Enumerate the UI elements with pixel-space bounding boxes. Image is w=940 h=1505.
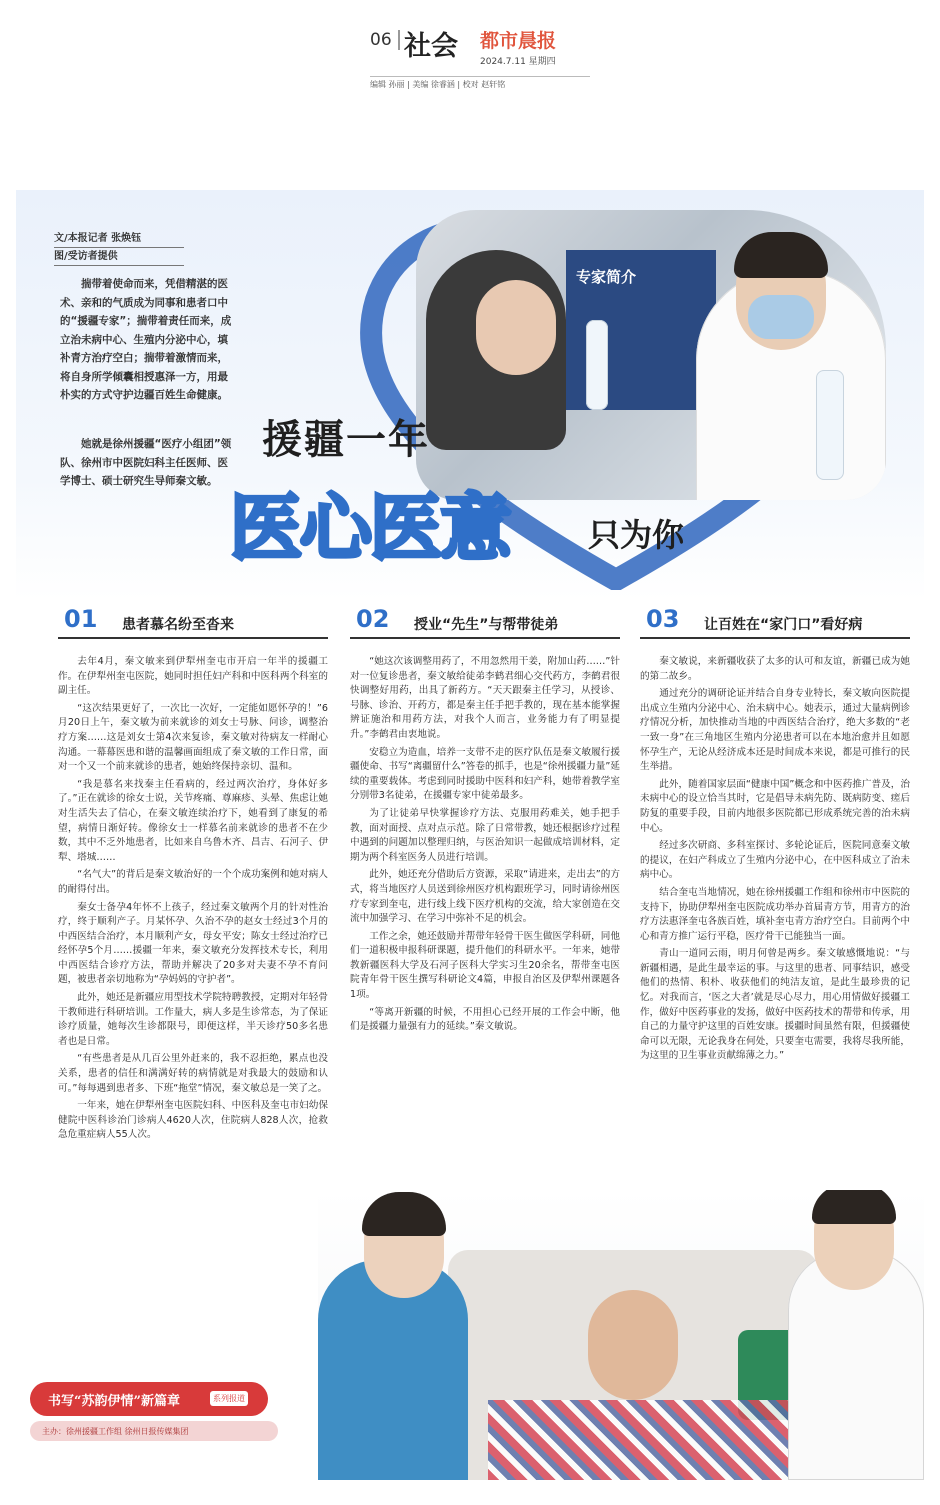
column-number: 02 [356, 605, 390, 633]
series-banner [30, 1382, 268, 1416]
paragraph: 安稳立为造血，培养一支带不走的医疗队伍是秦文敏履行援疆使命、书写“离疆留什么”答卷的抓手，也是“徐州援疆力量”延续的重要载体。考虑到同时援助中医科和妇产科，她带着教学室分别带3名徒弟，在援疆专家中徒弟最多。 [350, 746, 620, 802]
headline-line-2: 医心医意 [230, 486, 511, 570]
patient-face [588, 1290, 678, 1400]
patient-face [476, 280, 556, 375]
hero-photo [416, 210, 886, 500]
paragraph: 秦文敏说，来新疆收获了太多的认可和友谊，新疆已成为她的第二故乡。 [640, 656, 910, 682]
column-number: 03 [646, 605, 680, 633]
paragraph: 结合奎屯当地情况，她在徐州援疆工作组和徐州市中医院的支持下，协助伊犁州奎屯医院成功举办首届青方节，用青方的治疗方法惠泽奎屯各族百姓，填补奎屯青方治疗空白。目前两个中心和青方推广运行平稳，医疗骨干已能独当一面。 [640, 886, 910, 942]
photo-credit: 图/受访者提供 [54, 248, 184, 266]
paragraph: “有些患者是从几百公里外赶来的，我不忍拒绝，累点也没关系，患者的信任和满满好转的病情就是对我最大的鼓励和认可。”每每遇到患者多、下班“拖堂”情况，秦文敏总是一笑了之。 [58, 1053, 328, 1094]
article-column-3 [640, 605, 910, 1067]
paragraph: “她这次该调整用药了，不用忽然用干姜，附加山药……”针对一位复诊患者，秦文敏给徒弟李鹤君细心交代药方，李鹤君很快调整好用药，出具了新药方。“天天跟秦主任学习，从授诊、号脉、诊治、开药方，都是秦主任手把手教的，现在基本能掌握辨证施治和用药方法，对我个人而言，业务能力有了明显提升。”李鹤君由衷地说。 [350, 656, 620, 740]
paragraph: 通过充分的调研论证并结合自身专业特长，秦文敏向医院提出成立生殖内分泌中心、治未病中心。她表示，通过大量病例诊疗情况分析，加快推动当地的中西医结合治疗，绝大多数的“老一致一身”在三角地区生殖内分泌患者可以在本地治愈并且如愿怀孕生产，无论从经济成本还是时间成本来说，都是可推行的民生举措。 [640, 688, 910, 773]
blanket [488, 1400, 788, 1480]
byline [54, 230, 184, 266]
page-number: 06 [370, 30, 400, 50]
paragraph: 一年来，她在伊犁州奎屯医院妇科、中医科及奎屯市妇幼保健院中医科诊治门诊病人4620人次，住院病人828人次，抢救急危重症病人55人次。 [58, 1100, 328, 1141]
issue-date: 2024.7.11 星期四 [480, 57, 556, 67]
paragraph: 去年4月，秦文敏来到伊犁州奎屯市开启一年半的援疆工作。在伊犁州奎屯医院，她同时担任妇产科和中医科两个科室的副主任。 [58, 656, 328, 697]
section-name: 社会 [404, 31, 458, 62]
water-bottle [586, 320, 608, 410]
article-column-2 [350, 605, 620, 1038]
paragraph: 青山一道同云雨，明月何曾是两乡。秦文敏感慨地说：“与新疆相遇，是此生最幸运的事。与这里的患者、同事结识，感受他们的热情、积朴、收获他们的纯洁友谊，是此生最珍贵的记忆。对我而言，‘医之大者’就是尽心尽力，用心用情做好援疆工作，做好中医药事业的发扬，做好中医药技术的帮带和传承，用自己的力量守护这里的百姓安康。援疆时间虽然有限，但援疆使命可以无限，无论我身在何处，只要奎屯需要，我将尽我所能，为这里的卫生事业贡献绵薄之力。” [640, 948, 910, 1062]
paragraph: 此外，她还是新疆应用型技术学院特聘教授，定期对年轻骨干教师进行科研培训。工作量大，病人多是生诊常态，为了保证诊疗质量，她每次生诊都限号，即便这样，半天诊疗50多名患者也是日常。 [58, 992, 328, 1047]
column-body [640, 655, 910, 1064]
face-mask [748, 295, 814, 339]
newspaper-name: 都市晨报 [480, 30, 557, 52]
ward-photo [318, 1190, 924, 1480]
column-title: 让百姓在“家门口”看好病 [704, 617, 863, 633]
lead-paragraph: 揣带着使命而来，凭借精湛的医术、亲和的气质成为同事和患者口中的“援疆专家”；揣带着责任而来，成立治未病中心、生殖内分泌中心，填补青方治疗空白；揣带着激情而来，将自身所学倾囊相授惠泽一方，用最朴实的方式守护边疆百姓生命健康。 [60, 278, 232, 401]
doctor-hair [734, 232, 828, 278]
masthead [370, 26, 590, 89]
paragraph: 为了让徒弟早快掌握诊疗方法、克服用药难关，她手把手教，面对面授、点对点示范。除了日常带教，她还根据诊疗过程中遇到的问题加以整理归纳，与医治知识一起做成培训材料，定期为两个科室医务人员进行培训。 [350, 807, 620, 863]
paragraph: “等离开新疆的时候，不用担心已经开展的工作会中断，他们是援疆力量强有力的延续。”秦文敏说。 [350, 1006, 620, 1033]
column-body [58, 655, 328, 1143]
series-tag: 系列报道 [210, 1391, 248, 1406]
headline-line-1: 援疆一年 [262, 416, 430, 463]
paragraph: “名气大”的背后是秦文敏治好的一个个成功案例和她对病人的耐得付出。 [58, 869, 328, 895]
paragraph: 秦女士备孕4年怀不上孩子，经过秦文敏两个月的针对性治疗，终于顺利产子。月某怀孕、久治不孕的赵女士经过3个月的中西医结合治疗，本月顺利产女，母女平安；陈女士经过治疗已经怀孕5个月……援疆一年来，秦文敏充分发挥技术专长，利用中西医结合诊疗方法，帮助并解决了20多对夫妻不孕不育问题，被患者亲切地称为“孕妈妈的守护者”。 [58, 901, 328, 986]
doctor-hair [812, 1190, 896, 1224]
column-header [640, 605, 910, 639]
series-host: 主办：徐州援疆工作组 徐州日报传媒集团 [30, 1421, 278, 1441]
paragraph: 此外，随着国家层面“健康中国”概念和中医药推广普及，治未病中心的设立恰当其时，它是倡导未病先防、既病防变、瘥后防复的重要手段，目前内地很多医院都已形成系统完善的治未病中心。 [640, 778, 910, 834]
article-column-1 [58, 605, 328, 1146]
column-title: 授业“先生”与帮带徒弟 [414, 617, 559, 633]
headline-line-3: 只为你 [588, 516, 685, 554]
column-header [350, 605, 620, 639]
paragraph: “这次结果更好了，一次比一次好，一定能如愿怀孕的！”6月20日上午，秦文敏为前来就诊的刘女士号脉、问诊，调整治疗方案……这是刘女士第4次来复诊，秦文敏对待病友一样耐心沟通。一幕幕医患和谐的温馨画面组成了秦文敏的工作日常，面对一个又一个前来就诊的患者，她始终保持亲切、温和。 [58, 702, 328, 773]
editor-credits: 编辑 孙丽 | 美编 徐睿涵 | 校对 赵轩铭 [370, 76, 590, 90]
paragraph: 工作之余，她还鼓励并帮带年轻骨干医生做医学科研，同他们一道积极申报科研课题，提升他们的科研水平。一年来，她带教新疆医科大学及石河子医科大学实习生20余名，帮带奎屯医院青年骨干医生撰写科研论文4篇，申报自治区及伊犁州课题各1项。 [350, 930, 620, 1001]
column-number: 01 [64, 605, 98, 633]
column-header [58, 605, 328, 639]
paragraph: “我是慕名来找秦主任看病的，经过两次治疗，身体好多了。”正在就诊的徐女士说，关节疼痛、尊麻疹、头晕、焦虑让她对生活失去了信心，在秦文敏连续治疗下，她看到了康复的希望，病情日渐好转。像徐女士一样慕名前来就诊的患者不在少数，其中不乏外地患者，比如来自乌鲁木齐、昌吉、石河子、伊犁、塔城…… [58, 778, 328, 863]
nurse-hair [362, 1192, 446, 1236]
paragraph: 经过多次研商、多科室探讨、多轮论证后，医院同意秦文敏的提议，在妇产科成立了生殖内分泌中心，在中医科成立了治未病中心。 [640, 840, 910, 881]
profile-board: 专家简介 [566, 250, 716, 410]
reporter-credit: 文/本报记者 张焕钰 [54, 230, 184, 248]
series-title: 书写“苏韵伊情”新篇章 [48, 1394, 180, 1409]
column-title: 患者慕名纷至沓来 [122, 617, 234, 633]
paragraph: 此外，她还充分借助后方资源，采取“请进来，走出去”的方式，将当地医疗人员送到徐州医疗机构跟班学习，同时请徐州医疗专家到奎屯，进行线上线下医疗机构的交流，给大家创造在交流中加强学习、在学习中弥补不足的机会。 [350, 869, 620, 925]
water-bottle [816, 370, 844, 480]
lead-paragraph-2: 她就是徐州援疆“医疗小组团”领队、徐州市中医院妇科主任医师、医学博士、硕士研究生导师秦文敏。 [60, 438, 232, 487]
column-body [350, 655, 620, 1035]
